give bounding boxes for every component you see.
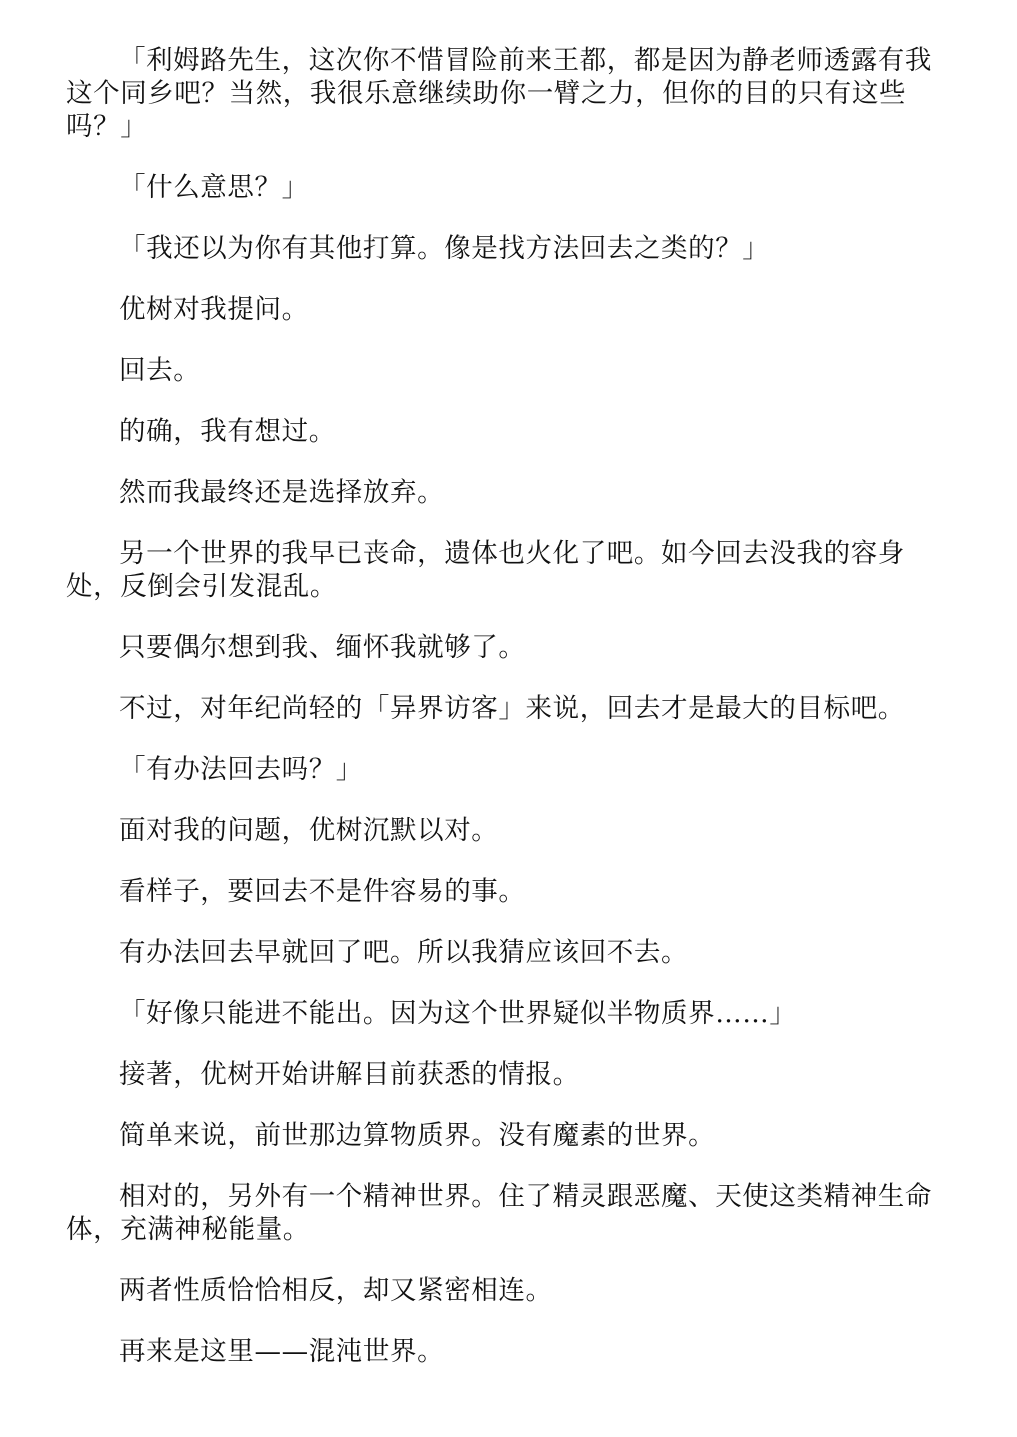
paragraph: 回去。 bbox=[119, 355, 201, 386]
paragraph: 「好像只能进不能出。因为这个世界疑似半物质界……」 bbox=[119, 998, 797, 1029]
paragraph: 面对我的问题，优树沉默以对。 bbox=[119, 815, 499, 846]
text-body bbox=[66, 44, 946, 1396]
paragraph: 优树对我提问。 bbox=[119, 294, 309, 325]
paragraph: 不过，对年纪尚轻的「异界访客」来说，回去才是最大的目标吧。 bbox=[119, 693, 905, 724]
paragraph: 再来是这里——混沌世界。 bbox=[119, 1336, 445, 1367]
paragraph: 两者性质恰恰相反，却又紧密相连。 bbox=[119, 1275, 553, 1306]
paragraph: 「利姆路先生，这次你不惜冒险前来王都，都是因为静老师透露有我这个同乡吧？当然，我很乐意继续助你一臂之力，但你的目的只有这些吗？」 bbox=[66, 45, 932, 142]
paragraph: 有办法回去早就回了吧。所以我猜应该回不去。 bbox=[119, 937, 689, 968]
paragraph: 简单来说，前世那边算物质界。没有魔素的世界。 bbox=[119, 1120, 716, 1151]
paragraph: 另一个世界的我早已丧命，遗体也火化了吧。如今回去没我的容身处，反倒会引发混乱。 bbox=[66, 538, 905, 602]
paragraph: 的确，我有想过。 bbox=[119, 416, 336, 447]
paragraph: 只要偶尔想到我、缅怀我就够了。 bbox=[119, 632, 526, 663]
paragraph: 「什么意思？」 bbox=[119, 172, 309, 203]
paragraph: 相对的，另外有一个精神世界。住了精灵跟恶魔、天使这类精神生命体，充满神秘能量。 bbox=[66, 1181, 932, 1245]
paragraph: 「有办法回去吗？」 bbox=[119, 754, 363, 785]
paragraph: 「我还以为你有其他打算。像是找方法回去之类的？」 bbox=[119, 233, 770, 264]
paragraph: 看样子，要回去不是件容易的事。 bbox=[119, 876, 526, 907]
paragraph: 然而我最终还是选择放弃。 bbox=[119, 477, 445, 508]
paragraph: 接著，优树开始讲解目前获悉的情报。 bbox=[119, 1059, 580, 1090]
